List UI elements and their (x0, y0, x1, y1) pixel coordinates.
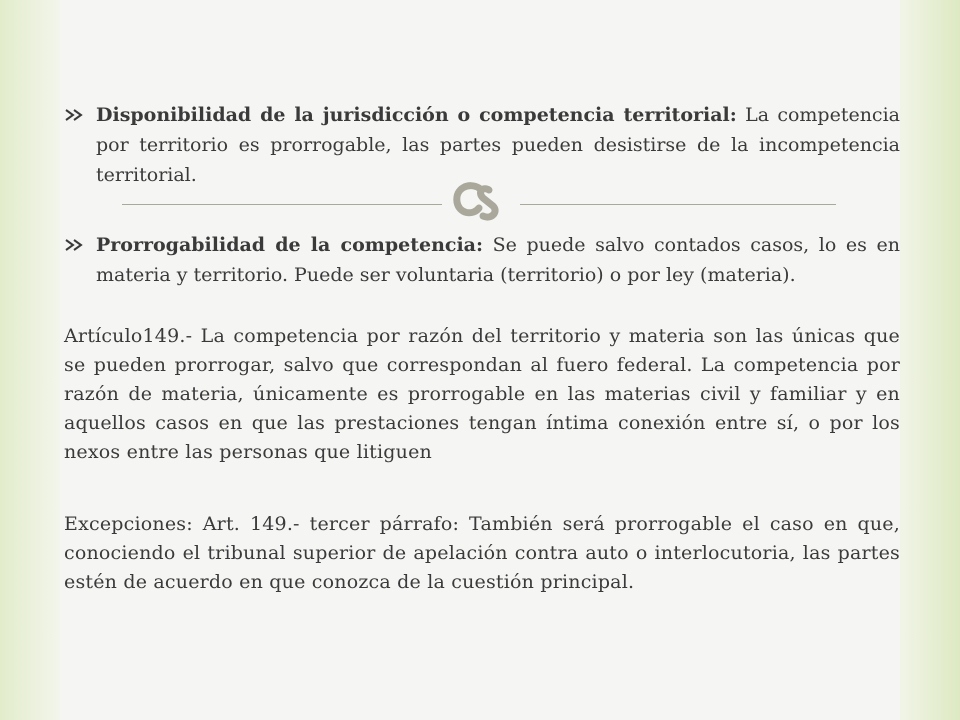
bullet-item-1 (64, 100, 900, 190)
exceptions-paragraph: Excepciones: Art. 149.- tercer párrafo: También será prorrogable el caso en que, conociendo el tribunal superior de apelación contra auto o interlocutoria, las partes estén de acuerdo en que conozca de la cuestión principal. (64, 513, 900, 593)
double-arrow-bullet-icon (64, 108, 86, 122)
bullet-body-2: Se puede salvo contados casos, lo es en materia y territorio. Puede ser voluntaria (territorio) o por ley (materia). (96, 234, 900, 286)
bullet-title-2: Prorrogabilidad de la competencia: (96, 234, 484, 256)
article-paragraph: Artículo149.- La competencia por razón del territorio y materia son las únicas que se pueden prorrogar, salvo que correspondan al fuero federal. La competencia por razón de materia, únicamente es prorrogable en las materias civil y familiar y en aquellos casos en que las prestaciones tengan íntima conexión entre sí, o por los nexos entre las personas que litiguen (64, 325, 900, 463)
bullet-body-1: La competencia por territorio es prorrogable, las partes pueden desistirse de la incompetencia territorial. (96, 104, 900, 186)
divider-line-right (520, 204, 836, 205)
bullet-text-2 (96, 230, 900, 290)
bullet-text-1 (96, 100, 900, 190)
double-arrow-bullet-icon (64, 238, 86, 252)
bullet-item-2 (64, 230, 900, 290)
bullet-title-1: Disponibilidad de la jurisdicción o competencia territorial: (96, 104, 737, 126)
divider-line-left (122, 204, 442, 205)
